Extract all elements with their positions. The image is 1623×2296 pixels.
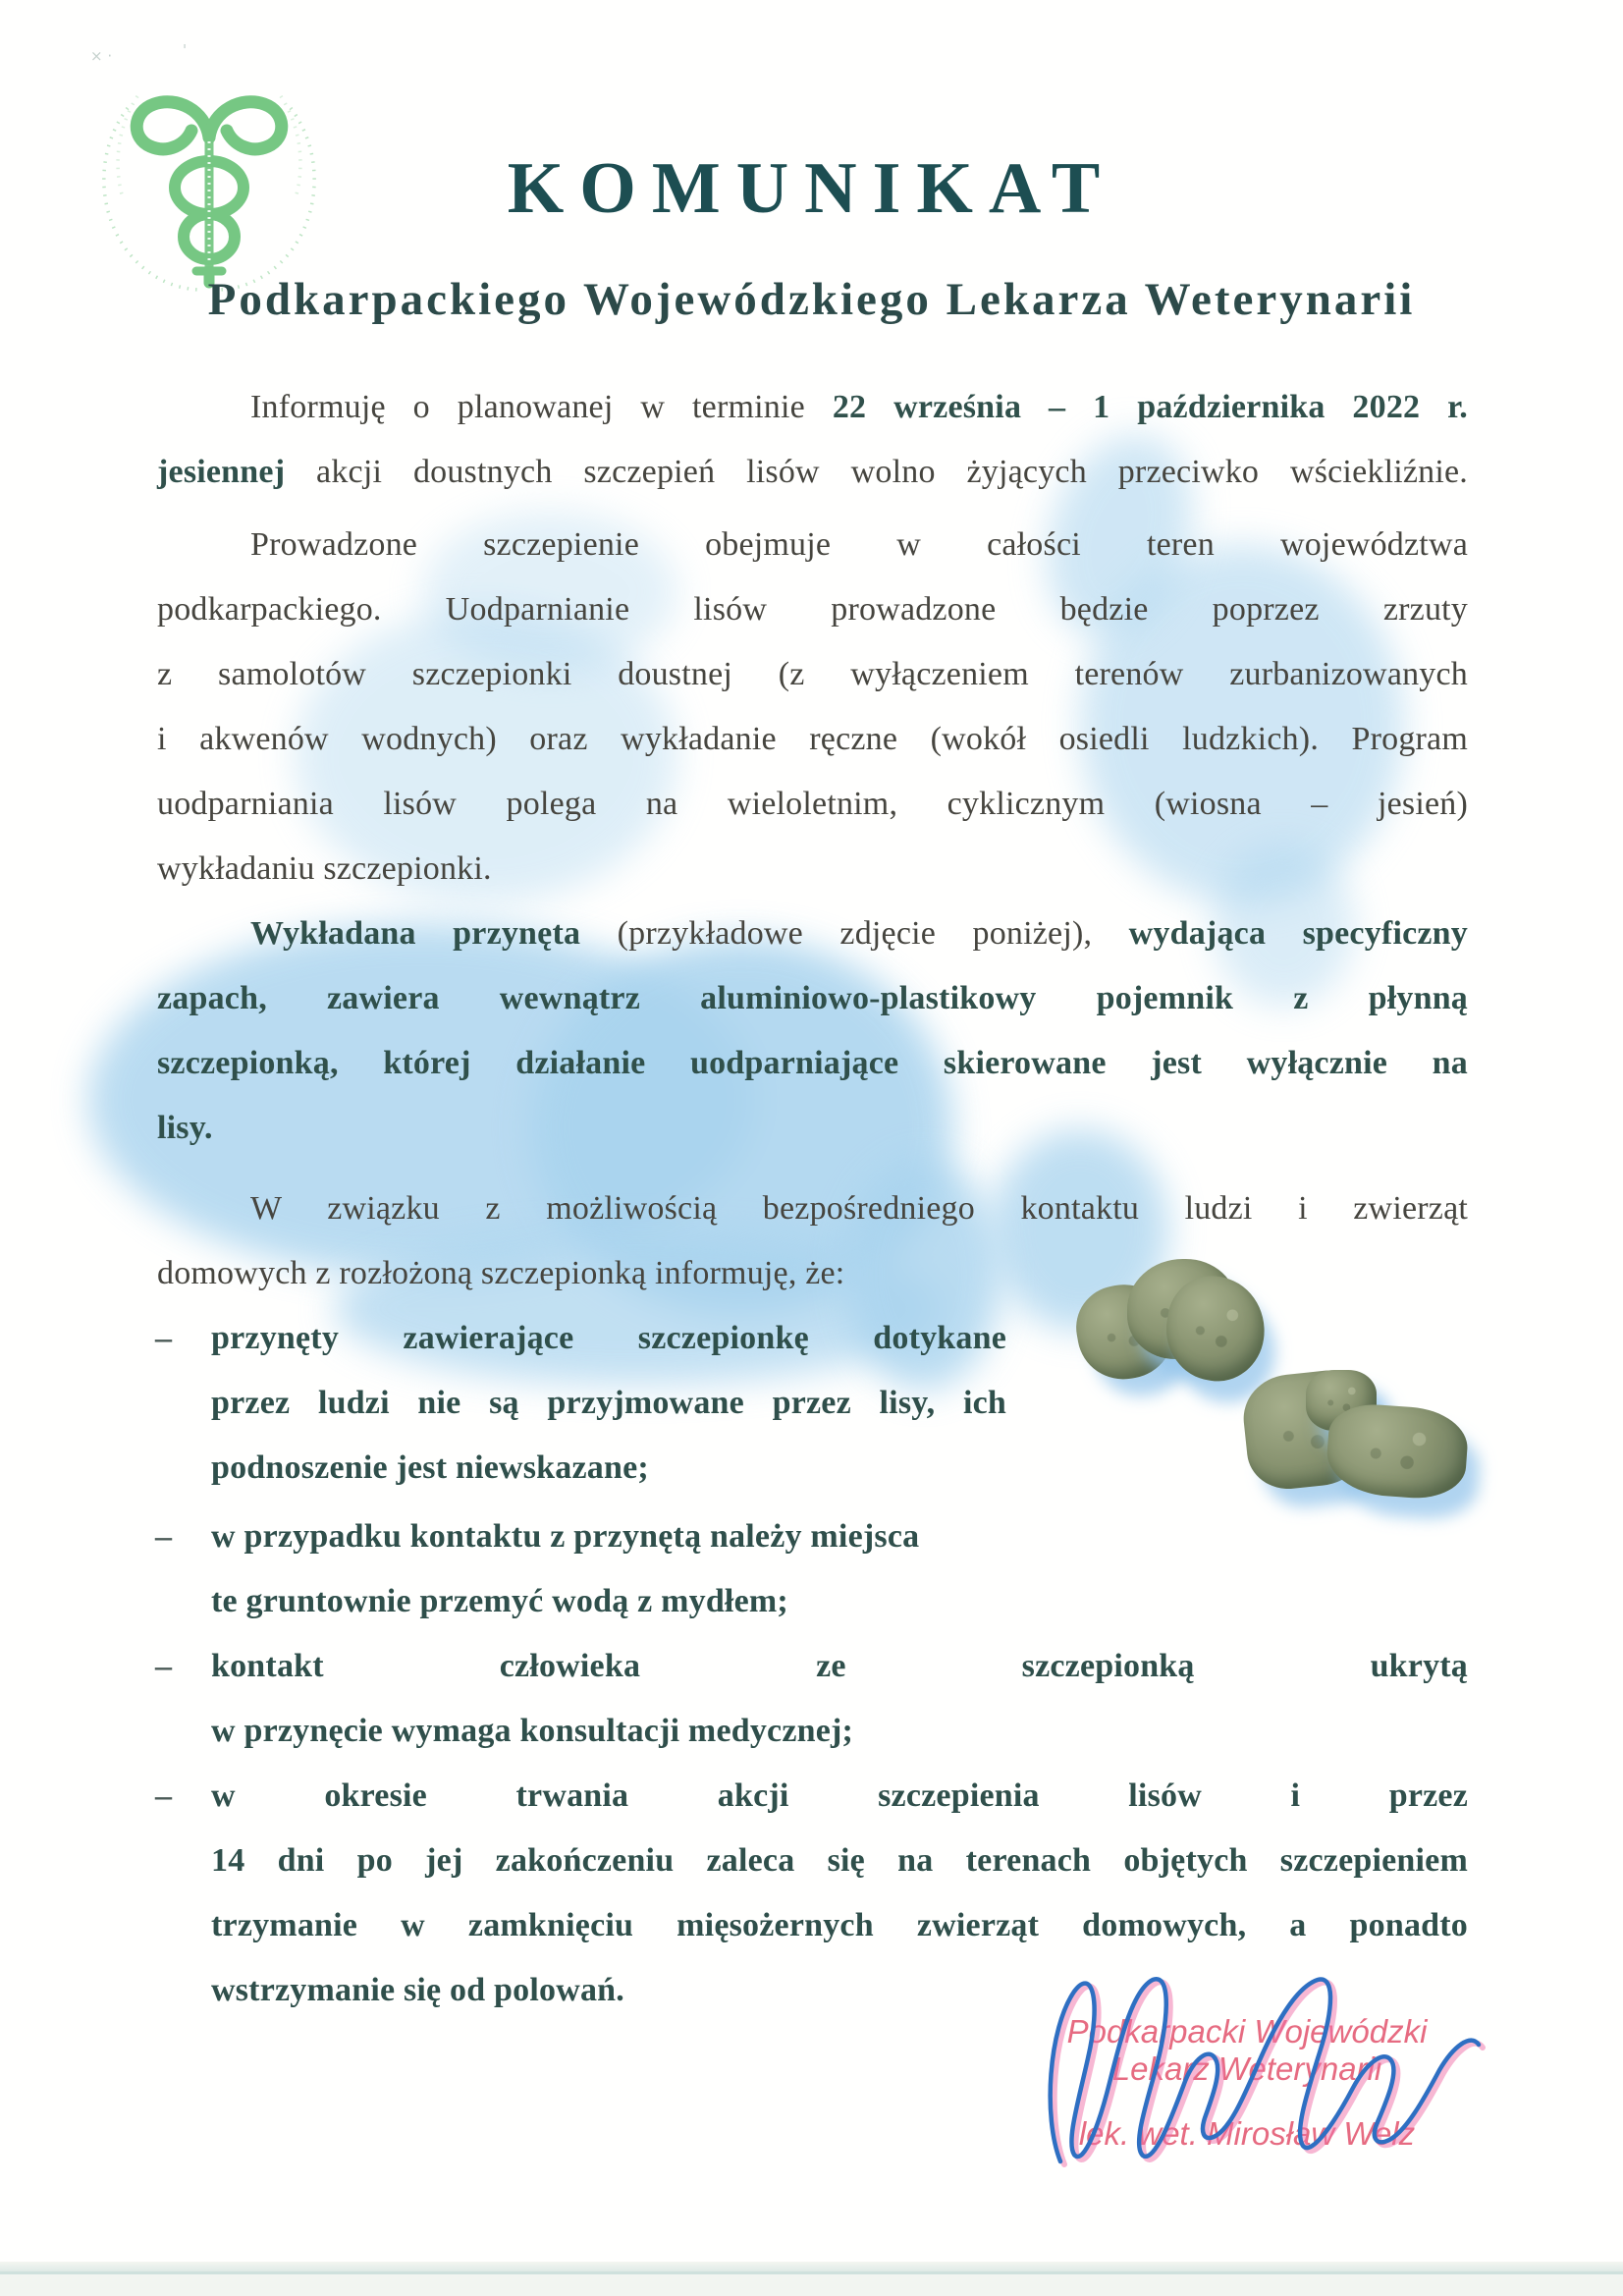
bullet-item-3 xyxy=(157,1634,1468,1764)
scan-edge-shadow xyxy=(0,2262,1623,2271)
paragraph-line: podkarpackiego. Uodparnianie lisów prowadzone będzie poprzez zrzuty xyxy=(157,591,1468,628)
bullet-line: przynęty zawierające szczepionkę dotykane xyxy=(211,1320,1006,1356)
bullet-line: przez ludzi nie są przyjmowane przez lisy, ich xyxy=(211,1385,1006,1421)
bullet-line: wstrzymanie się od polowań. xyxy=(211,1972,624,2008)
bullet-line: w przypadku kontaktu z przynętą należy miejsca xyxy=(211,1518,920,1555)
bullet-line: kontakt człowieka ze szczepionką ukrytą xyxy=(211,1648,1468,1684)
paragraph-line: i akwenów wodnych) oraz wykładanie ręczne (wokół osiedli ludzkich). Program xyxy=(157,721,1468,757)
paragraph-line: Prowadzone szczepienie obejmuje w całości teren województwa xyxy=(250,526,1468,563)
paragraph-line: wykładaniu szczepionki. xyxy=(157,850,492,887)
text-run-bold: Wykładana przynęta xyxy=(250,915,618,952)
paragraph-4 xyxy=(157,1176,1468,1306)
paragraph-line: lisy. xyxy=(157,1110,213,1146)
paragraph-line: zapach, zawiera wewnątrz aluminiowo-plastikowy pojemnik z płynną xyxy=(157,980,1468,1016)
handwritten-signature-icon xyxy=(1023,1960,1504,2191)
paragraph-line xyxy=(157,375,1468,440)
document-title: KOMUNIKAT xyxy=(507,148,1116,229)
paragraph-line: domowych z rozłożoną szczepionką informuję, że: xyxy=(157,1255,845,1291)
stamp-signer-name: lek. wet. Mirosław Welz xyxy=(1078,2115,1416,2152)
bullet-line: trzymanie w zamknięciu mięsożernych zwierząt domowych, a ponadto xyxy=(211,1907,1468,1943)
text-run: Informuję o planowanej w terminie xyxy=(250,389,833,425)
text-run-bold: jesiennej xyxy=(157,454,286,490)
stamp-line: Podkarpacki Wojewódzki xyxy=(1066,2013,1428,2050)
pencil-scan-mark: ' xyxy=(183,41,188,59)
scan-edge-band xyxy=(0,2274,1623,2296)
bullet-line: podnoszenie jest niewskazane; xyxy=(211,1449,649,1486)
paragraph-line: z samolotów szczepionki doustnej (z wyłączeniem terenów zurbanizowanych xyxy=(157,656,1468,692)
paragraph-line: W związku z możliwością bezpośredniego kontaktu ludzi i zwierząt xyxy=(250,1190,1468,1227)
document-subtitle: Podkarpackiego Wojewódzkiego Lekarza Weterynarii xyxy=(207,274,1416,325)
paragraph-1 xyxy=(157,375,1468,505)
text-run-bold-date: 22 września – 1 października 2022 r. xyxy=(832,389,1469,425)
bullet-line: 14 dni po jej zakończeniu zaleca się na terenach objętych szczepieniem xyxy=(211,1842,1468,1879)
stamp-line: Lekarz Weterynarii xyxy=(1111,2050,1382,2087)
bullet-line: te gruntownie przemyć wodą z mydłem; xyxy=(211,1583,788,1619)
paragraph-3 xyxy=(157,902,1468,1161)
paragraph-line: szczepionką, której działanie uodparniające skierowane jest wyłącznie na xyxy=(157,1045,1468,1081)
text-run-bold: wydająca specyficzny xyxy=(1128,915,1468,952)
paragraph-line xyxy=(157,902,1468,966)
bullet-item-2 xyxy=(157,1504,1468,1634)
pencil-scan-mark: × · xyxy=(90,47,113,65)
paragraph-line xyxy=(157,440,1468,505)
paragraph-2 xyxy=(157,513,1468,902)
text-run: (przykładowe zdjęcie poniżej), xyxy=(617,915,1129,952)
bullet-dash-marker: – xyxy=(155,1777,172,1814)
text-run: akcji doustnych szczepień lisów wolno żyjących przeciwko wściekliźnie. xyxy=(285,454,1468,490)
bullet-line: w okresie trwania akcji szczepienia lisów i przez xyxy=(211,1777,1468,1814)
bullet-dash-marker: – xyxy=(155,1648,172,1684)
bullet-line: w przynęcie wymaga konsultacji medycznej; xyxy=(211,1713,854,1749)
paragraph-line: uodparniania lisów polega na wieloletnim, cyklicznym (wiosna – jesień) xyxy=(157,786,1468,822)
bullet-dash-marker: – xyxy=(155,1320,172,1356)
bullet-dash-marker: – xyxy=(155,1518,172,1555)
